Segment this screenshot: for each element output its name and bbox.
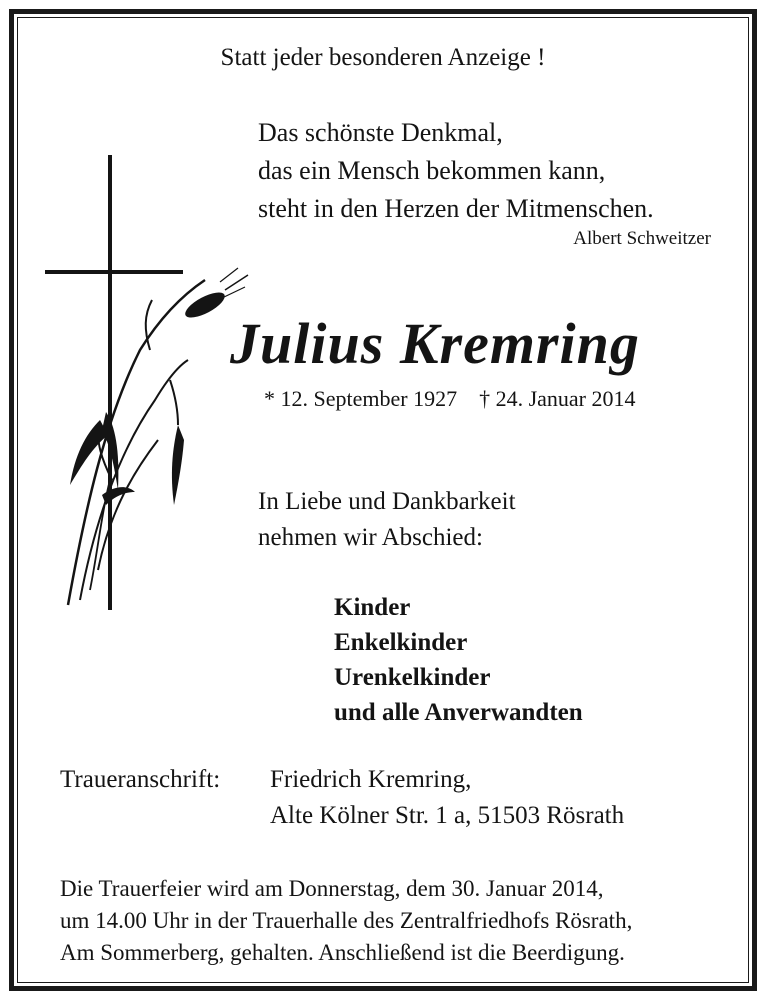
intro-line-1: In Liebe und Dankbarkeit [258, 488, 516, 515]
quote-author: Albert Schweitzer [573, 228, 711, 249]
quote-line-2: das ein Mensch bekommen kann, [258, 156, 606, 185]
service-line-1: Die Trauerfeier wird am Donnerstag, dem 30. Januar 2014, [60, 876, 604, 901]
mourner-great-grandchildren: Urenkelkinder [334, 664, 491, 691]
cross-vertical-beam [108, 155, 112, 610]
address-street: Alte Kölner Str. 1 a, 51503 Rösrath [270, 802, 625, 829]
quote-line-1: Das schönste Denkmal, [258, 118, 503, 147]
deceased-name: Julius Kremring [230, 311, 640, 376]
intro-line-2: nehmen wir Abschied: [258, 524, 483, 551]
cross-with-wheat-icon [40, 150, 250, 620]
birth-date: * 12. September 1927 [264, 386, 458, 411]
service-line-2: um 14.00 Uhr in der Trauerhalle des Zentralfriedhofs Rösrath, [60, 908, 633, 933]
mourner-relatives: und alle Anverwandten [334, 699, 583, 726]
mourner-grandchildren: Enkelkinder [334, 629, 468, 656]
notice-header: Statt jeder besonderen Anzeige ! [220, 44, 546, 71]
address-label: Traueranschrift: [60, 766, 221, 793]
quote-line-3: steht in den Herzen der Mitmenschen. [258, 194, 654, 223]
death-date: † 24. Januar 2014 [479, 386, 636, 411]
mourner-children: Kinder [334, 594, 411, 621]
service-line-3: Am Sommerberg, gehalten. Anschließend ist die Beerdigung. [60, 940, 625, 965]
cross-horizontal-beam [45, 270, 183, 274]
address-name: Friedrich Kremring, [270, 766, 472, 793]
life-dates [264, 386, 636, 412]
